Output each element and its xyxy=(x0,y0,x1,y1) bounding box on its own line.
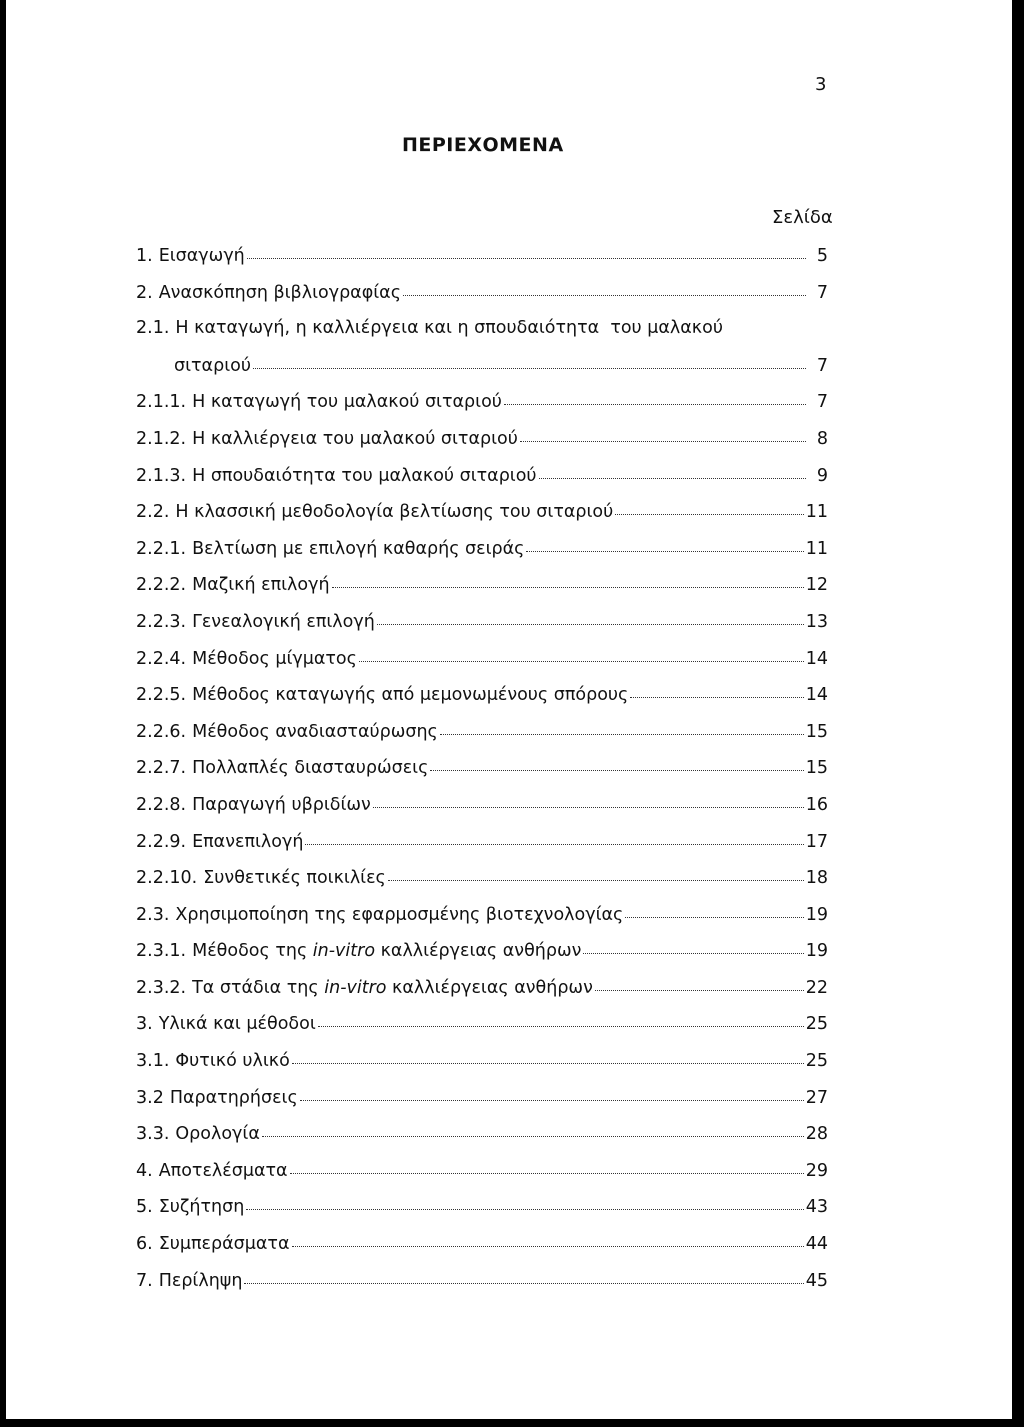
page-title: ΠΕΡΙΕΧΟΜΕΝΑ xyxy=(402,134,564,156)
dot-leader xyxy=(526,536,803,554)
entry-title: Συζήτηση xyxy=(158,1197,245,1218)
entry-number: 2. xyxy=(136,282,153,303)
entry-number: 2.2.5. xyxy=(136,685,187,706)
toc-entry[interactable] xyxy=(136,1085,828,1122)
toc-entry[interactable] xyxy=(136,389,828,426)
dot-leader xyxy=(504,389,806,407)
entry-page: 19 xyxy=(805,904,828,925)
page-column-label: Σελίδα xyxy=(772,207,833,228)
dot-leader xyxy=(388,865,804,883)
toc-entry[interactable] xyxy=(136,1121,828,1158)
entry-page: 44 xyxy=(805,1234,828,1255)
entry-page: 22 xyxy=(805,977,828,998)
toc-entry[interactable] xyxy=(136,792,828,829)
dot-leader xyxy=(244,1268,803,1286)
dot-leader xyxy=(290,1158,804,1176)
dot-leader xyxy=(377,609,804,627)
entry-number: 2.3.2. xyxy=(136,977,187,998)
entry-title: Υλικά και μέθοδοι xyxy=(158,1014,316,1035)
entry-number: 7. xyxy=(136,1270,153,1291)
entry-page: 29 xyxy=(805,1160,828,1181)
dot-leader xyxy=(292,1231,804,1249)
entry-number: 2.2.1. xyxy=(136,538,187,559)
toc-entry[interactable] xyxy=(136,829,828,866)
entry-title: Αποτελέσματα xyxy=(158,1160,288,1181)
entry-title: Παρατηρήσεις xyxy=(169,1087,298,1108)
entry-title: Η καταγωγή του μαλακού σιταριού xyxy=(192,392,502,413)
entry-title: Πολλαπλές διασταυρώσεις xyxy=(192,758,429,779)
page-number: 3 xyxy=(815,74,827,95)
entry-page: 25 xyxy=(805,1051,828,1072)
entry-number: 2.3.1. xyxy=(136,941,187,962)
entry-title: Συμπεράσματα xyxy=(158,1234,290,1255)
toc-entry[interactable] xyxy=(136,719,828,756)
entry-number: 4. xyxy=(136,1160,153,1181)
entry-page: 12 xyxy=(805,575,828,596)
toc-entry[interactable] xyxy=(136,536,828,573)
dot-leader xyxy=(583,938,803,956)
entry-title: Μέθοδος καταγωγής από μεμονωμένους σπόρους xyxy=(192,685,629,706)
dot-leader xyxy=(539,463,806,481)
entry-page: 45 xyxy=(805,1270,828,1291)
dot-leader xyxy=(359,646,804,664)
dot-leader xyxy=(253,353,806,371)
entry-page: 17 xyxy=(805,831,828,852)
table-of-contents xyxy=(136,243,828,1304)
entry-number: 3.1. xyxy=(136,1051,170,1072)
entry-number: 2.2.10. xyxy=(136,868,198,889)
entry-number: 3. xyxy=(136,1014,153,1035)
entry-number: 1. xyxy=(136,246,153,266)
entry-page: 28 xyxy=(805,1124,828,1145)
italic-term: in-vitro xyxy=(312,941,376,962)
toc-entry[interactable] xyxy=(136,316,828,353)
entry-title: Συνθετικές ποικιλίες xyxy=(203,868,386,889)
toc-entry[interactable] xyxy=(136,1048,828,1085)
entry-title: Επανεπιλογή xyxy=(192,831,304,852)
entry-number: 2.2.9. xyxy=(136,831,187,852)
entry-title: Περίληψη xyxy=(158,1270,243,1291)
toc-entry[interactable] xyxy=(136,682,828,719)
italic-term: in-vitro xyxy=(324,977,387,998)
entry-title: Η κλασσική μεθοδολογία βελτίωσης του σιταριού xyxy=(175,502,614,523)
entry-page: 25 xyxy=(805,1014,828,1035)
entry-title: Φυτικό υλικό xyxy=(175,1051,290,1072)
entry-page: 15 xyxy=(805,721,828,742)
toc-entry[interactable] xyxy=(136,1194,828,1231)
entry-number: 2.2.8. xyxy=(136,794,187,815)
toc-entry[interactable] xyxy=(136,463,828,500)
entry-number: 2.1.1. xyxy=(136,392,187,413)
toc-entry[interactable] xyxy=(136,243,828,280)
dot-leader xyxy=(262,1121,804,1139)
entry-number: 3.2 xyxy=(136,1087,164,1108)
toc-entry[interactable] xyxy=(136,938,828,975)
entry-number: 2.1. xyxy=(136,318,170,339)
entry-page: 11 xyxy=(805,538,828,559)
entry-page: 16 xyxy=(805,794,828,815)
entry-page: 18 xyxy=(805,868,828,889)
entry-page: 7 xyxy=(816,392,828,413)
entry-title: Μέθοδος της in-vitro καλλιέργειας ανθήρων xyxy=(192,941,582,962)
entry-title: Παραγωγή υβριδίων xyxy=(192,794,371,815)
toc-entry[interactable] xyxy=(136,426,828,463)
dot-leader xyxy=(615,499,803,517)
entry-number: 2.2.4. xyxy=(136,648,187,669)
entry-page: 15 xyxy=(805,758,828,779)
dot-leader xyxy=(520,426,806,444)
entry-title: Εισαγωγή xyxy=(158,246,245,266)
entry-title: Η σπουδαιότητα του μαλακού σιταριού xyxy=(192,465,537,486)
toc-entry[interactable] xyxy=(136,865,828,902)
toc-entry[interactable] xyxy=(136,1011,828,1048)
entry-number: 5. xyxy=(136,1197,153,1218)
toc-entry[interactable] xyxy=(136,646,828,683)
entry-number: 2.2.7. xyxy=(136,758,187,779)
entry-page: 8 xyxy=(816,428,828,449)
dot-leader xyxy=(300,1085,804,1103)
entry-title: Ανασκόπηση βιβλιογραφίας xyxy=(158,282,401,303)
entry-page: 19 xyxy=(805,941,828,962)
entry-title: Η καταγωγή, η καλλιέργεια και η σπουδαιότητα του μαλακού xyxy=(175,318,723,339)
entry-number: 2.2.3. xyxy=(136,611,187,632)
dot-leader xyxy=(440,719,804,737)
entry-number: 2.3. xyxy=(136,904,170,925)
entry-title: σιταριού xyxy=(174,355,251,376)
entry-title: Χρησιμοποίηση της εφαρμοσμένης βιοτεχνολογίας xyxy=(175,904,624,925)
entry-number: 2.2. xyxy=(136,502,170,523)
entry-page: 43 xyxy=(805,1197,828,1218)
toc-entry[interactable] xyxy=(136,902,828,939)
entry-page: 7 xyxy=(816,355,828,376)
entry-title: Μέθοδος μίγματος xyxy=(192,648,357,669)
entry-title: Βελτίωση με επιλογή καθαρής σειράς xyxy=(192,538,525,559)
entry-title: Μέθοδος αναδιασταύρωσης xyxy=(192,721,438,742)
entry-number: 6. xyxy=(136,1234,153,1255)
entry-number: 2.2.2. xyxy=(136,575,187,596)
entry-page: 14 xyxy=(805,685,828,706)
dot-leader xyxy=(403,280,806,298)
dot-leader xyxy=(373,792,804,810)
toc-entry[interactable] xyxy=(136,755,828,792)
dot-leader xyxy=(305,829,803,847)
dot-leader xyxy=(246,1194,803,1212)
toc-entry[interactable] xyxy=(136,1231,828,1268)
dot-leader xyxy=(247,243,806,261)
entry-page: 14 xyxy=(805,648,828,669)
dot-leader xyxy=(332,572,804,590)
entry-title: Ορολογία xyxy=(175,1124,260,1145)
dot-leader xyxy=(630,682,803,700)
toc-entry[interactable] xyxy=(136,280,828,317)
dot-leader xyxy=(292,1048,804,1066)
entry-title: Μαζική επιλογή xyxy=(192,575,330,596)
dot-leader xyxy=(430,755,803,773)
entry-page: 27 xyxy=(805,1087,828,1108)
entry-number: 2.2.6. xyxy=(136,721,187,742)
toc-entry[interactable] xyxy=(136,1268,828,1305)
scan-border-bottom xyxy=(0,1419,1024,1427)
toc-entry[interactable] xyxy=(136,1158,828,1195)
dot-leader xyxy=(318,1011,804,1029)
toc-entry-continuation[interactable] xyxy=(136,353,828,390)
entry-title: Η καλλιέργεια του μαλακού σιταριού xyxy=(192,428,518,449)
dot-leader xyxy=(625,902,803,920)
entry-page: 9 xyxy=(816,465,828,486)
entry-page: 7 xyxy=(816,282,828,303)
scan-border-right xyxy=(1012,0,1024,1427)
entry-page: 11 xyxy=(805,502,828,523)
toc-entry[interactable] xyxy=(136,499,828,536)
dot-leader xyxy=(595,975,804,993)
entry-number: 2.1.2. xyxy=(136,428,187,449)
entry-number: 2.1.3. xyxy=(136,465,187,486)
scan-border-left xyxy=(0,0,6,1427)
entry-number: 3.3. xyxy=(136,1124,170,1145)
toc-entry[interactable] xyxy=(136,975,828,1012)
toc-entry[interactable] xyxy=(136,609,828,646)
toc-entry[interactable] xyxy=(136,572,828,609)
entry-title: Γενεαλογική επιλογή xyxy=(192,611,375,632)
entry-page: 5 xyxy=(816,246,828,266)
entry-title: Τα στάδια της in-vitro καλλιέργειας ανθήρων xyxy=(192,977,593,998)
entry-page: 13 xyxy=(805,611,828,632)
